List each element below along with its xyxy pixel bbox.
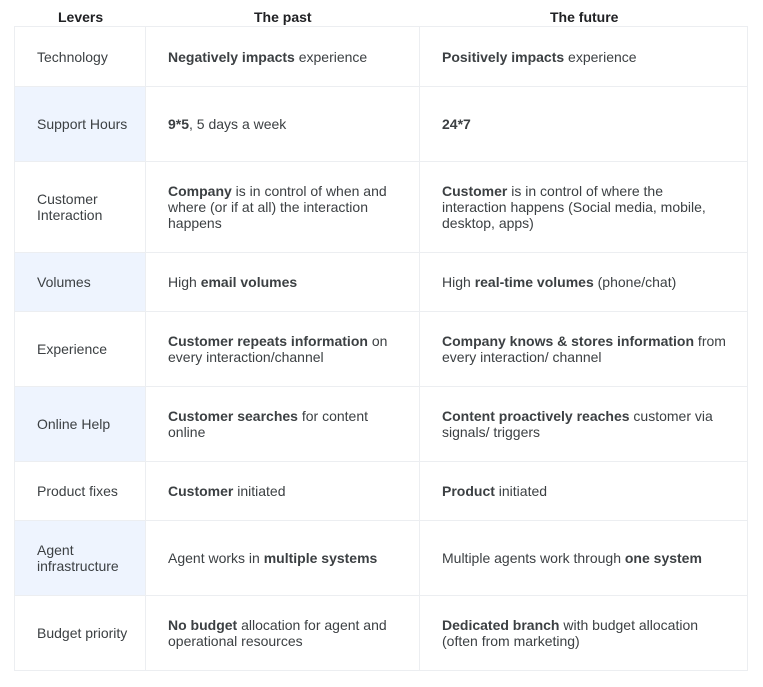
header-levers: Levers [58, 9, 104, 25]
lever-cell: Budget priority [14, 596, 145, 670]
table-row-budget-priority [14, 596, 748, 671]
past-cell: Customer repeats information on every interaction/channel [145, 312, 419, 386]
past-cell: High email volumes [145, 253, 419, 311]
future-cell: Company knows & stores information from every interaction/ channel [419, 312, 748, 386]
lever-cell: Agent infrastructure [14, 521, 145, 595]
future-cell: High real-time volumes (phone/chat) [419, 253, 748, 311]
future-cell: Multiple agents work through one system [419, 521, 748, 595]
table-row-support-hours [14, 87, 748, 162]
table-row-product-fixes [14, 462, 748, 521]
future-cell: Customer is in control of where the interaction happens (Social media, mobile, desktop, apps) [419, 162, 748, 252]
future-cell: Content proactively reaches customer via signals/ triggers [419, 387, 748, 461]
future-cell: 24*7 [419, 87, 748, 161]
table-row-online-help [14, 387, 748, 462]
past-cell: 9*5, 5 days a week [145, 87, 419, 161]
future-cell: Product initiated [419, 462, 748, 520]
past-cell: Company is in control of when and where (or if at all) the interaction happens [145, 162, 419, 252]
lever-cell: Customer Interaction [14, 162, 145, 252]
past-cell: Negatively impacts experience [145, 27, 419, 86]
lever-cell: Product fixes [14, 462, 145, 520]
header-the-past: The past [254, 9, 312, 25]
past-cell: Customer searches for content online [145, 387, 419, 461]
future-cell: Dedicated branch with budget allocation (often from marketing) [419, 596, 748, 670]
table-header [0, 0, 763, 26]
table-row-experience [14, 312, 748, 387]
past-cell: Agent works in multiple systems [145, 521, 419, 595]
table-row-customer-interaction [14, 162, 748, 253]
lever-cell: Volumes [14, 253, 145, 311]
comparison-table [14, 26, 748, 671]
header-the-future: The future [550, 9, 619, 25]
table-row-volumes [14, 253, 748, 312]
lever-cell: Online Help [14, 387, 145, 461]
lever-cell: Experience [14, 312, 145, 386]
future-cell: Positively impacts experience [419, 27, 748, 86]
lever-cell: Support Hours [14, 87, 145, 161]
lever-cell: Technology [14, 27, 145, 86]
past-cell: Customer initiated [145, 462, 419, 520]
table-row-agent-infrastructure [14, 521, 748, 596]
table-row-technology [14, 27, 748, 87]
past-cell: No budget allocation for agent and operational resources [145, 596, 419, 670]
